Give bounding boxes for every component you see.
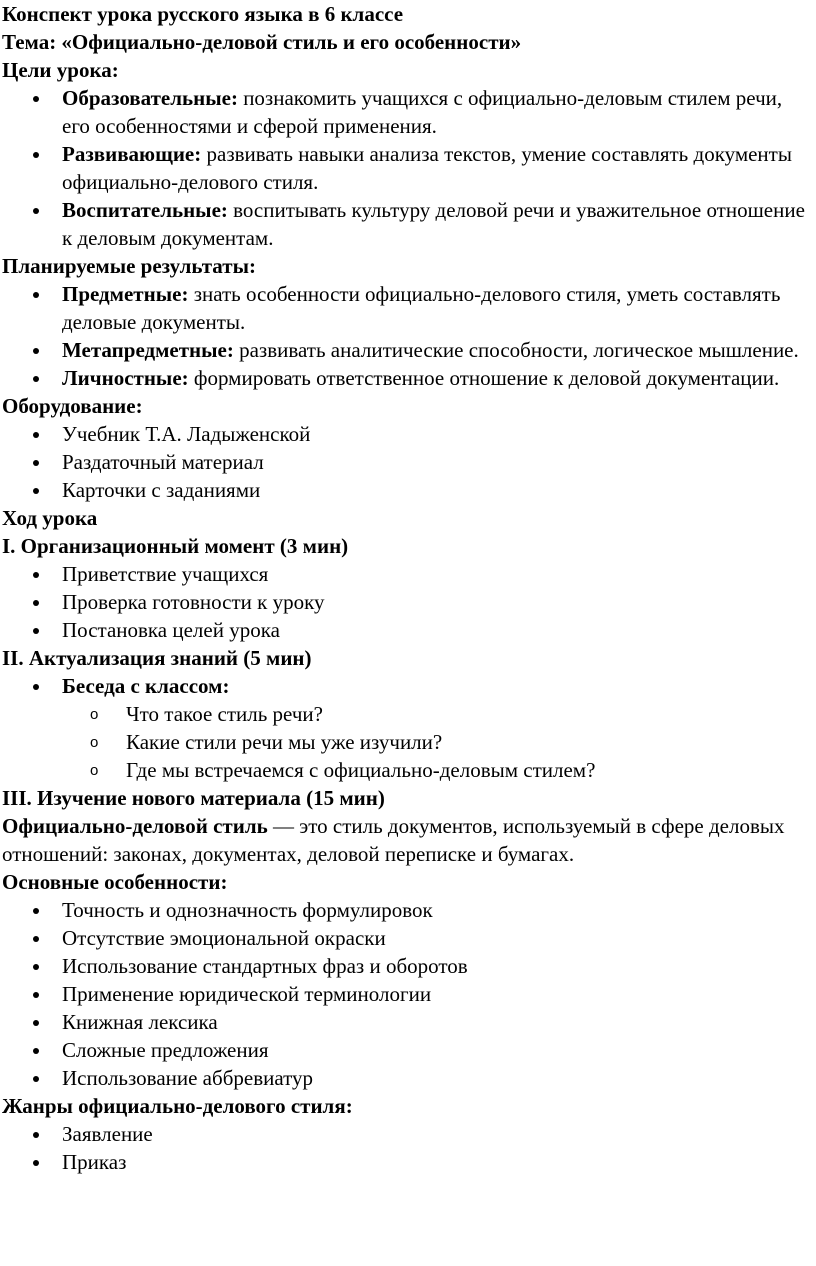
list-item [2, 140, 814, 196]
list-item: Точность и однозначность формулировок [2, 896, 814, 924]
genres-heading: Жанры официально-делового стиля: [2, 1094, 353, 1118]
list-item: Применение юридической терминологии [2, 980, 814, 1008]
stage2-heading: II. Актуализация знаний (5 мин) [2, 646, 312, 670]
document-title: Конспект урока русского языка в 6 классе [2, 2, 404, 26]
list-item [2, 336, 814, 364]
list-item: Сложные предложения [2, 1036, 814, 1064]
list-item [2, 672, 814, 700]
list-item: Учебник Т.А. Ладыженской [2, 420, 814, 448]
list-item: Отсутствие эмоциональной окраски [2, 924, 814, 952]
features-list [2, 896, 814, 1092]
equipment-list [2, 420, 814, 504]
goals-list [2, 84, 814, 252]
goals-heading: Цели урока: [2, 58, 119, 82]
stage2-list [2, 672, 814, 700]
equipment-heading: Оборудование: [2, 394, 143, 418]
list-item: Использование аббревиатур [2, 1064, 814, 1092]
result-text: развивать аналитические способности, логическое мышление. [233, 338, 799, 362]
stage1-list [2, 560, 814, 644]
goal-text: воспитывать культуру деловой речи и уважительное отношение к деловым документам. [62, 198, 805, 250]
list-item: Карточки с заданиями [2, 476, 814, 504]
definition-text: — это стиль документов, используемый в сфере деловых отношений: законах, документах, деловой переписке и бумагах. [2, 814, 785, 866]
results-heading: Планируемые результаты: [2, 254, 256, 278]
list-item [2, 84, 814, 140]
list-item: Приветствие учащихся [2, 560, 814, 588]
questions-list [2, 700, 814, 784]
list-item: Использование стандартных фраз и оборотов [2, 952, 814, 980]
features-heading: Основные особенности: [2, 870, 228, 894]
result-text: формировать ответственное отношение к деловой документации. [188, 366, 780, 390]
goal-label: Образовательные: [62, 86, 238, 110]
results-list [2, 280, 814, 392]
goal-text: развивать навыки анализа текстов, умение составлять документы официально-делового стиля. [62, 142, 792, 194]
list-item: Приказ [2, 1148, 814, 1176]
goal-label: Развивающие: [62, 142, 202, 166]
question-item: o Что такое стиль речи? [2, 700, 814, 728]
list-item [2, 280, 814, 336]
stage1-heading: I. Организационный момент (3 мин) [2, 534, 349, 558]
genres-list [2, 1120, 814, 1176]
list-item: Книжная лексика [2, 1008, 814, 1036]
result-label: Метапредметные: [62, 338, 234, 362]
stage3-heading: III. Изучение нового материала (15 мин) [2, 786, 385, 810]
result-text: знать особенности официально-делового стиля, уметь составлять деловые документы. [62, 282, 781, 334]
question-item: o Какие стили речи мы уже изучили? [2, 728, 814, 756]
course-heading: Ход урока [2, 506, 98, 530]
list-item: Проверка готовности к уроку [2, 588, 814, 616]
document [2, 0, 814, 1176]
list-item [2, 196, 814, 252]
list-item: Постановка целей урока [2, 616, 814, 644]
conversation-label: Беседа с классом: [62, 674, 230, 698]
goal-text: познакомить учащихся с официально-деловым стилем речи, его особенностями и сферой применения. [62, 86, 783, 138]
result-label: Предметные: [62, 282, 189, 306]
list-item: Заявление [2, 1120, 814, 1148]
lesson-topic: Тема: «Официально-деловой стиль и его особенности» [2, 30, 522, 54]
question-item: o Где мы встречаемся с официально-деловым стилем? [2, 756, 814, 784]
definition-term: Официально-деловой стиль [2, 814, 268, 838]
list-item [2, 364, 814, 392]
definition-paragraph [2, 812, 814, 868]
result-label: Личностные: [62, 366, 189, 390]
goal-label: Воспитательные: [62, 198, 228, 222]
list-item: Раздаточный материал [2, 448, 814, 476]
